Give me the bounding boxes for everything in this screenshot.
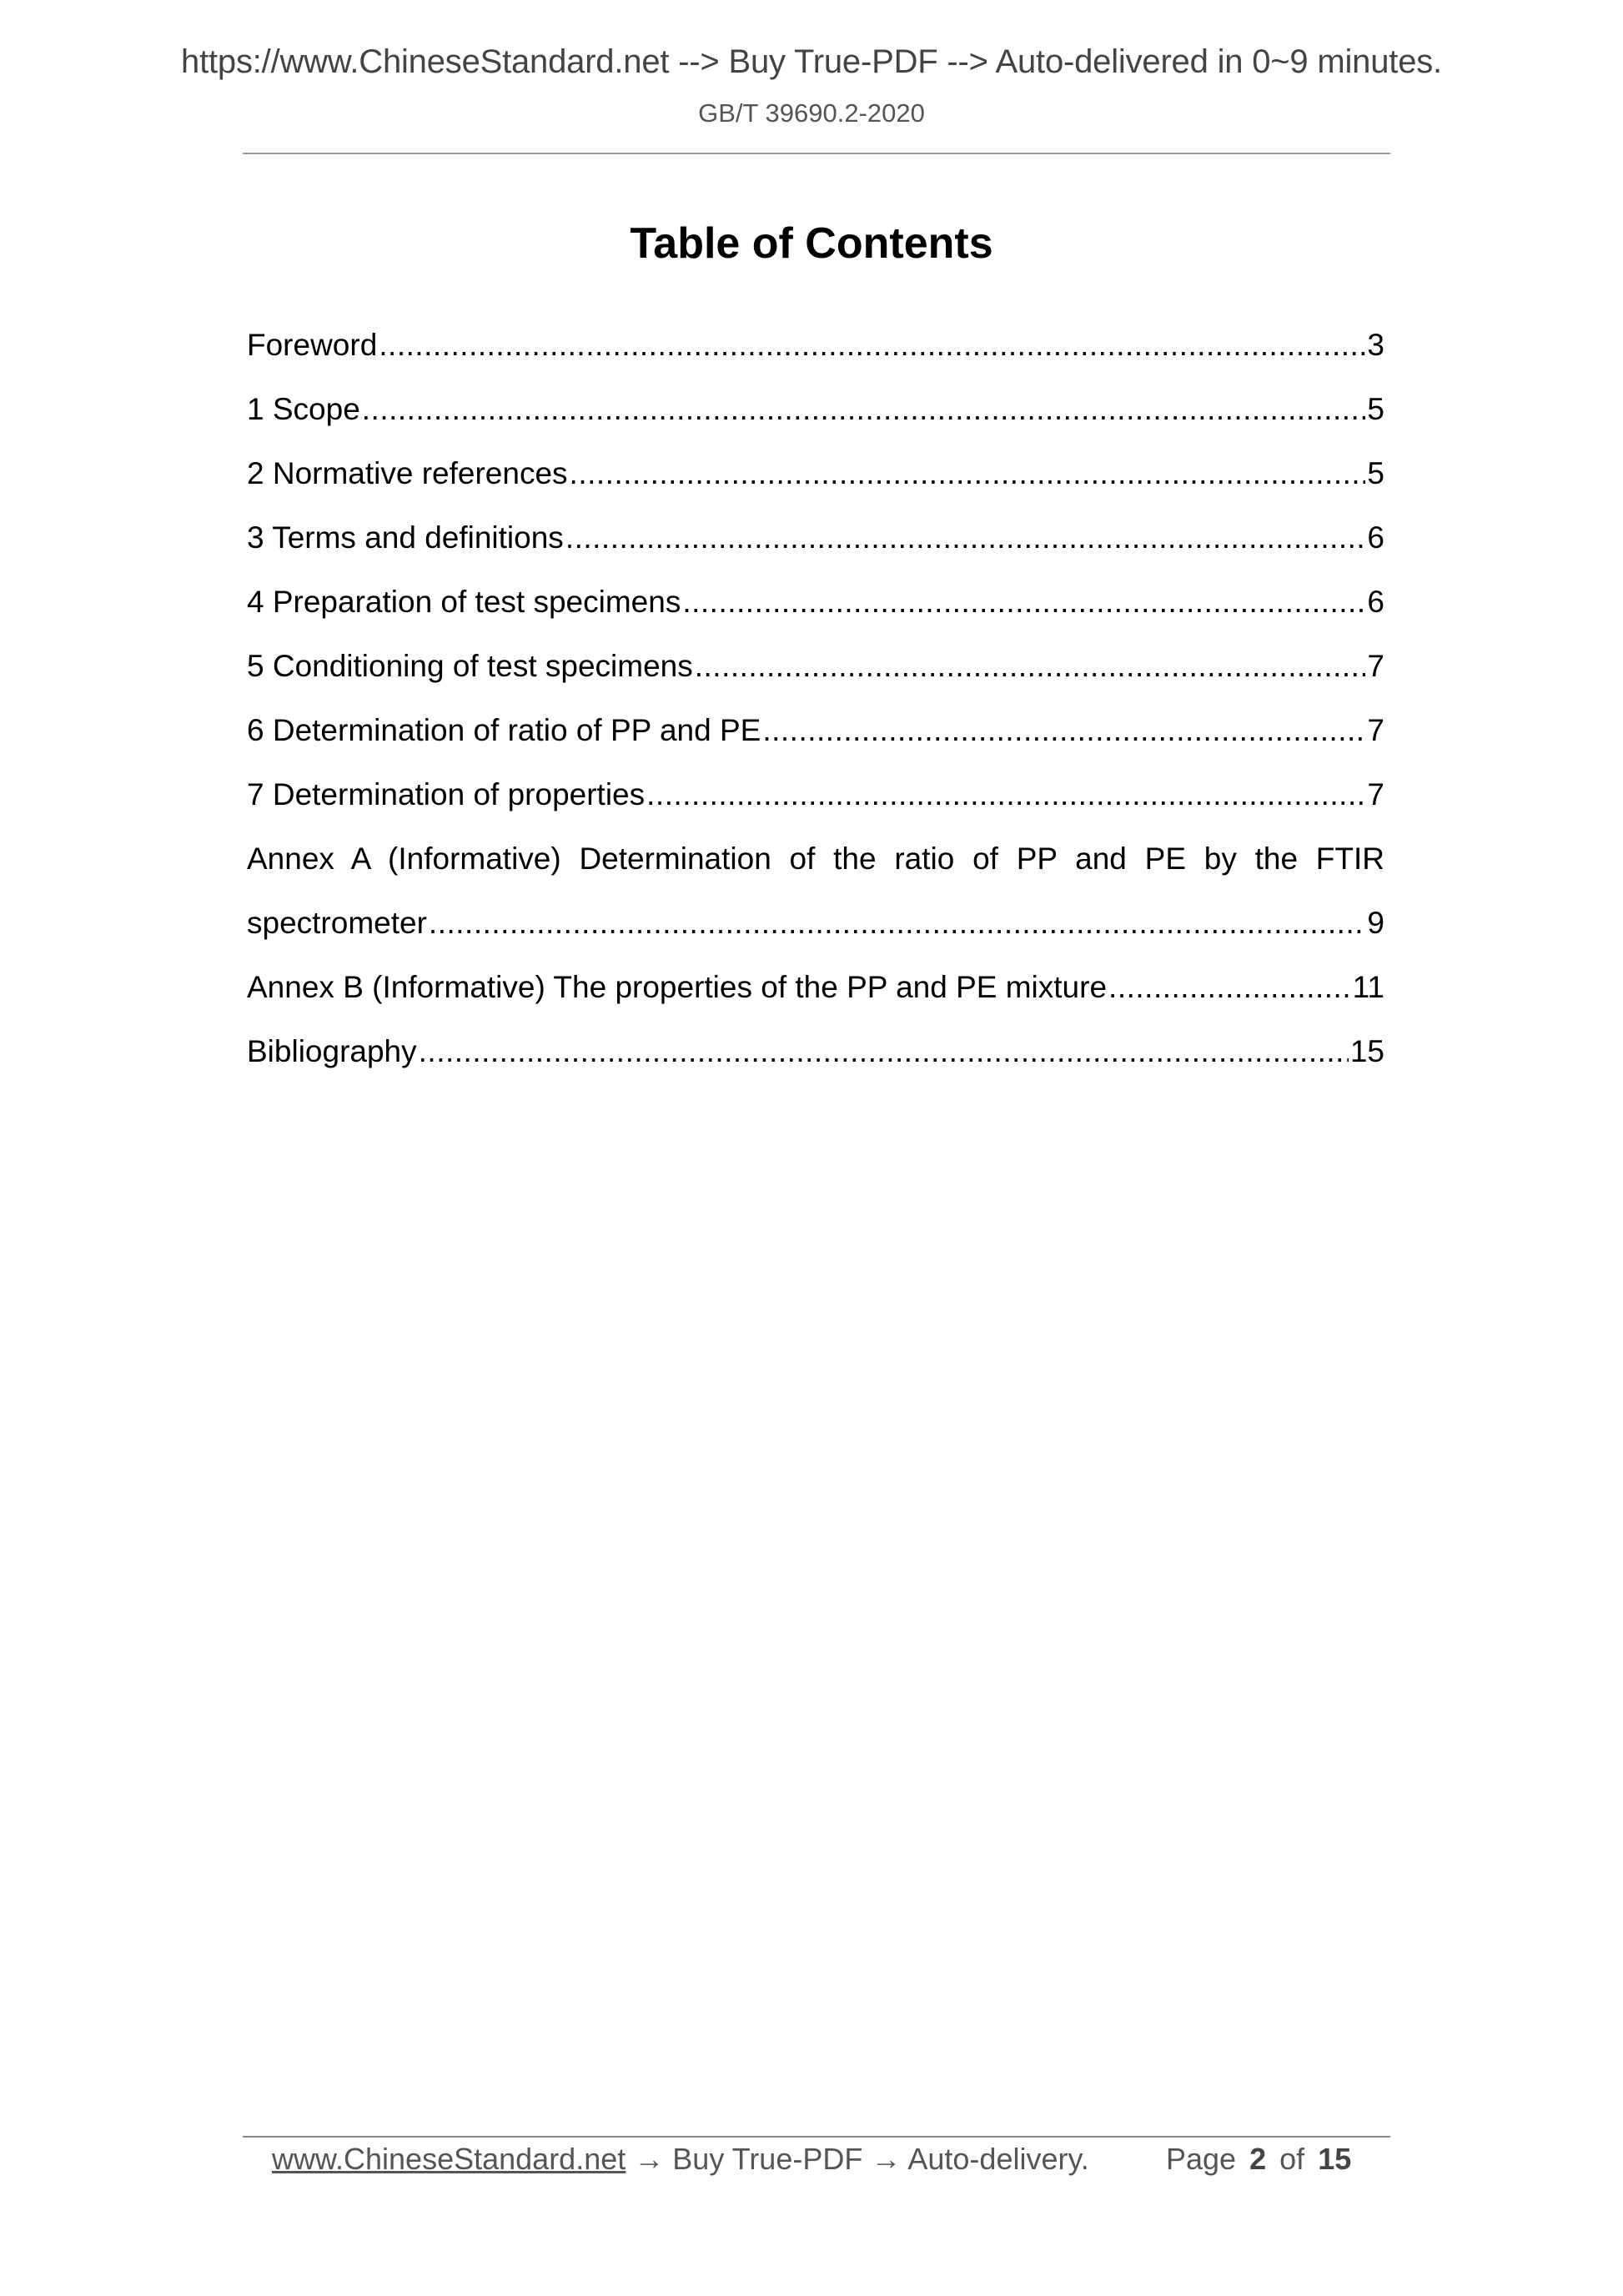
standard-number: GB/T 39690.2-2020 [698,98,925,128]
toc-label: 3 Terms and definitions [247,520,564,555]
page-word: Page [1166,2142,1237,2176]
arrow-right-icon: → [634,2142,665,2176]
toc-entry-annex-a[interactable] [247,834,1384,898]
toc-label: 4 Preparation of test specimens [247,585,681,619]
footer-text [272,2142,1089,2177]
toc-page-number: 7 [1367,713,1384,747]
toc-page-number: 5 [1367,456,1384,490]
toc-label: 1 Scope [247,392,360,426]
toc-leader-dots [1108,962,1351,1012]
toc-page-number: 9 [1367,906,1384,940]
toc-entry-terms-definitions[interactable] [247,513,1384,577]
table-of-contents [247,320,1384,1091]
footer-buy-text: Buy True-PDF [672,2142,863,2176]
toc-leader-dots [362,384,1366,435]
of-word: of [1279,2142,1305,2176]
toc-entry-foreword[interactable] [247,320,1384,384]
toc-page-number: 7 [1367,777,1384,811]
header-banner: https://www.ChineseStandard.net --> Buy True-PDF --> Auto-delivered in 0~9 minutes. [181,43,1442,80]
toc-entry-conditioning[interactable] [247,641,1384,706]
toc-label: 6 Determination of ratio of PP and PE [247,713,761,747]
toc-label: Foreword [247,328,378,362]
toc-label: 5 Conditioning of test specimens [247,649,693,683]
toc-leader-dots [379,320,1365,370]
footer-delivery-text: Auto-delivery. [907,2142,1089,2176]
toc-leader-dots [429,898,1366,948]
toc-leader-dots [762,706,1365,756]
toc-entry-properties[interactable] [247,770,1384,834]
footer-divider [243,2136,1390,2138]
toc-entry-normative-references[interactable] [247,449,1384,513]
current-page-number: 2 [1249,2142,1267,2176]
page-title: Table of Contents [630,219,993,268]
toc-page-number: 5 [1367,392,1384,426]
header-divider [243,153,1390,154]
toc-entry-ratio-pp-pe[interactable] [247,706,1384,770]
toc-label: Annex A (Informative) Determination of the ratio of PP and PE by the FTIR [247,842,1384,876]
toc-entry-scope[interactable] [247,384,1384,449]
toc-page-number: 7 [1367,649,1384,683]
total-page-count: 15 [1318,2142,1352,2176]
toc-leader-dots [419,1027,1349,1077]
toc-page-number: 3 [1367,328,1384,362]
footer-site-link[interactable]: www.ChineseStandard.net [272,2142,626,2176]
toc-entry-preparation[interactable] [247,577,1384,641]
toc-label: Annex B (Informative) The properties of the PP and PE mixture [247,970,1108,1004]
toc-page-number: 11 [1352,970,1384,1004]
toc-entry-annex-a-continued[interactable] [247,898,1384,962]
toc-label: 2 Normative references [247,456,568,490]
toc-page-number: 6 [1367,585,1384,619]
toc-leader-dots [646,770,1365,820]
page-indicator [1166,2142,1351,2177]
toc-page-number: 15 [1349,1034,1384,1068]
toc-label: spectrometer [247,906,427,940]
toc-entry-bibliography[interactable] [247,1027,1384,1091]
toc-label: 7 Determination of properties [247,777,646,811]
toc-label: Bibliography [247,1034,417,1068]
toc-leader-dots [565,513,1366,563]
toc-page-number: 6 [1367,520,1384,555]
toc-entry-annex-b[interactable] [247,962,1384,1027]
arrow-right-icon: → [871,2142,902,2176]
toc-leader-dots [682,577,1365,627]
toc-leader-dots [570,449,1366,499]
toc-leader-dots [695,641,1366,691]
